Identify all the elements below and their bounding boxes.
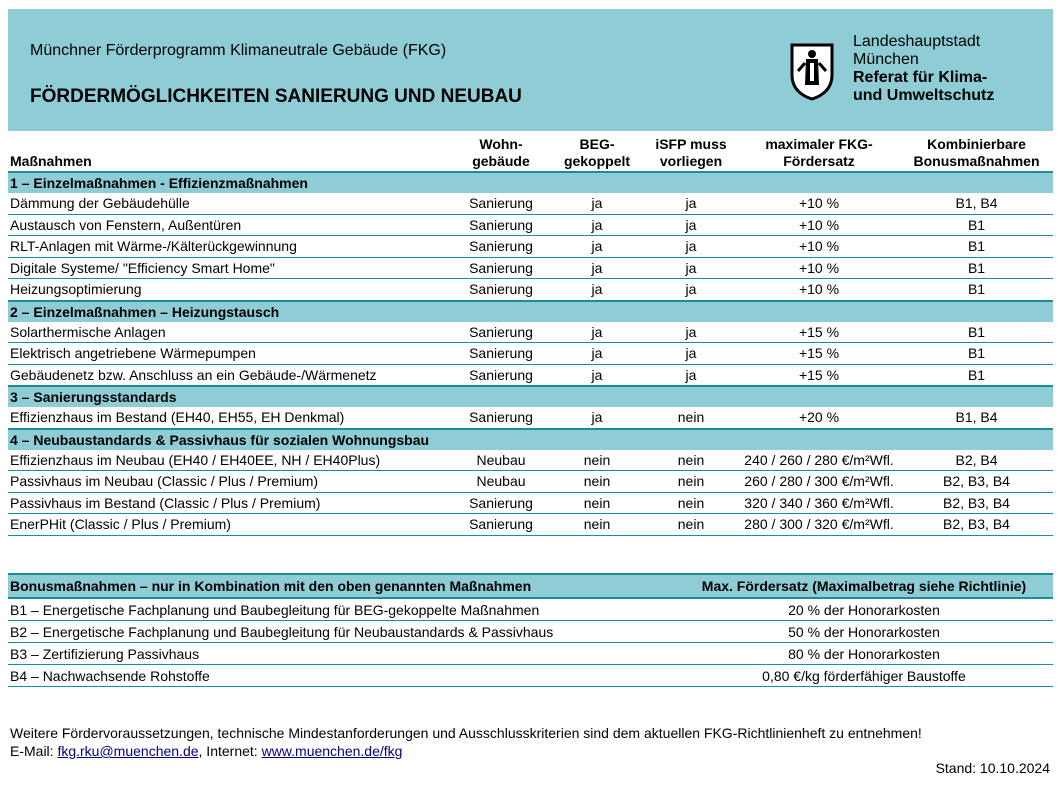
col-header-wohngebaeude: Wohn- gebäude [472, 136, 530, 169]
bonus-rate: 20 % der Honorarkosten [673, 598, 1053, 621]
beg-coupled: ja [550, 236, 642, 258]
combinable-bonus: B1 [898, 236, 1053, 258]
table-row [8, 450, 1053, 471]
measure-name: Passivhaus im Neubau (Classic / Plus / Premium) [8, 471, 450, 493]
isfp-required: ja [642, 193, 738, 214]
building-type: Neubau [450, 450, 550, 471]
building-type: Sanierung [450, 257, 550, 279]
max-funding-rate: +10 % [738, 257, 898, 279]
max-funding-rate: +20 % [738, 407, 898, 429]
footer [10, 724, 922, 760]
combinable-bonus: B1 [898, 279, 1053, 301]
combinable-bonus: B2, B4 [898, 450, 1053, 471]
city-line-2: München [853, 51, 919, 68]
bonus-measure: B3 – Zertifizierung Passivhaus [8, 643, 673, 665]
beg-coupled: ja [550, 257, 642, 279]
header-banner [8, 9, 1053, 131]
contact-line: E-Mail: fkg.rku@muenchen.de, Internet: www.muenchen.de/fkg [10, 743, 403, 759]
bonus-rate: 80 % der Honorarkosten [673, 643, 1053, 665]
bonus-header-right: Max. Fördersatz (Maximalbetrag siehe Richtlinie) [673, 574, 1053, 598]
section-header-row [8, 172, 1053, 193]
bonus-header-row [8, 574, 1053, 598]
building-type: Sanierung [450, 279, 550, 301]
isfp-required: ja [642, 322, 738, 343]
combinable-bonus: B2, B3, B4 [898, 492, 1053, 514]
combinable-bonus: B1 [898, 214, 1053, 236]
measures-table [8, 136, 1053, 536]
combinable-bonus: B1, B4 [898, 193, 1053, 214]
footer-note: Weitere Fördervoraussetzungen, technische Mindestanforderungen und Ausschlusskriterien sind dem aktuellen FKG-Richtlinienheft zu entnehmen! [10, 725, 922, 741]
column-header-row [8, 136, 1053, 172]
bonus-rate: 0,80 €/kg förderfähiger Baustoffe [673, 665, 1053, 687]
bonus-measure: B1 – Energetische Fachplanung und Baubegleitung für BEG-gekoppelte Maßnahmen [8, 598, 673, 621]
beg-coupled: ja [550, 279, 642, 301]
col-header-massnahmen: Maßnahmen [10, 153, 92, 169]
table-row [8, 257, 1053, 279]
max-funding-rate: +10 % [738, 193, 898, 214]
measure-name: Gebäudenetz bzw. Anschluss an ein Gebäude-/Wärmenetz [8, 364, 450, 386]
combinable-bonus: B1, B4 [898, 407, 1053, 429]
table-row [8, 343, 1053, 365]
building-type: Sanierung [450, 514, 550, 536]
isfp-required: nein [642, 450, 738, 471]
bonus-table [8, 573, 1053, 687]
measure-name: Solarthermische Anlagen [8, 322, 450, 343]
beg-coupled: ja [550, 322, 642, 343]
measure-name: Elektrisch angetriebene Wärmepumpen [8, 343, 450, 365]
section-title: 3 – Sanierungsstandards [8, 386, 1053, 407]
stand-date: Stand: 10.10.2024 [935, 760, 1050, 776]
isfp-required: ja [642, 279, 738, 301]
beg-coupled: ja [550, 193, 642, 214]
table-row [8, 236, 1053, 258]
email-link[interactable]: fkg.rku@muenchen.de [57, 743, 199, 759]
building-type: Sanierung [450, 492, 550, 514]
building-type: Sanierung [450, 193, 550, 214]
max-funding-rate: +10 % [738, 236, 898, 258]
building-type: Sanierung [450, 214, 550, 236]
website-link[interactable]: www.muenchen.de/fkg [261, 743, 403, 759]
section-title: 2 – Einzelmaßnahmen – Heizungstausch [8, 301, 1053, 322]
bonus-row [8, 621, 1053, 643]
isfp-required: nein [642, 514, 738, 536]
measure-name: Digitale Systeme/ "Efficiency Smart Home" [8, 257, 450, 279]
table-row [8, 364, 1053, 386]
bonus-row [8, 643, 1053, 665]
department-line-2: und Umweltschutz [853, 87, 995, 104]
bonus-measure: B2 – Energetische Fachplanung und Baubegleitung für Neubaustandards & Passivhaus [8, 621, 673, 643]
building-type: Sanierung [450, 407, 550, 429]
bonus-rate: 50 % der Honorarkosten [673, 621, 1053, 643]
beg-coupled: ja [550, 364, 642, 386]
beg-coupled: nein [550, 450, 642, 471]
program-subtitle: Münchner Förderprogramm Klimaneutrale Gebäude (FKG) [30, 42, 447, 59]
table-row [8, 514, 1053, 536]
combinable-bonus: B1 [898, 343, 1053, 365]
page-title: FÖRDERMÖGLICHKEITEN SANIERUNG UND NEUBAU [30, 86, 522, 107]
beg-coupled: ja [550, 343, 642, 365]
building-type: Sanierung [450, 322, 550, 343]
table-row [8, 407, 1053, 429]
combinable-bonus: B1 [898, 364, 1053, 386]
measure-name: Effizienzhaus im Bestand (EH40, EH55, EH Denkmal) [8, 407, 450, 429]
col-header-beg: BEG- gekoppelt [563, 136, 631, 169]
section-header-row [8, 386, 1053, 407]
table-row [8, 322, 1053, 343]
max-funding-rate: +10 % [738, 214, 898, 236]
beg-coupled: nein [550, 471, 642, 493]
max-funding-rate: +10 % [738, 279, 898, 301]
table-row [8, 279, 1053, 301]
department-line-1: Referat für Klima- [853, 69, 988, 86]
combinable-bonus: B1 [898, 322, 1053, 343]
table-row [8, 492, 1053, 514]
table-row [8, 193, 1053, 214]
table-row [8, 471, 1053, 493]
city-name-block [853, 33, 994, 105]
munich-coat-of-arms-logo [788, 41, 836, 101]
isfp-required: ja [642, 257, 738, 279]
measure-name: Heizungsoptimierung [8, 279, 450, 301]
max-funding-rate: 260 / 280 / 300 €/m²Wfl. [738, 471, 898, 493]
max-funding-rate: +15 % [738, 364, 898, 386]
beg-coupled: ja [550, 407, 642, 429]
isfp-required: nein [642, 492, 738, 514]
col-header-isfp: iSFP muss vorliegen [655, 136, 727, 169]
table-row [8, 214, 1053, 236]
combinable-bonus: B2, B3, B4 [898, 514, 1053, 536]
max-funding-rate: 240 / 260 / 280 €/m²Wfl. [738, 450, 898, 471]
measure-name: RLT-Anlagen mit Wärme-/Kälterückgewinnung [8, 236, 450, 258]
beg-coupled: nein [550, 514, 642, 536]
building-type: Neubau [450, 471, 550, 493]
bonus-header-left: Bonusmaßnahmen – nur in Kombination mit den oben genannten Maßnahmen [8, 574, 673, 598]
isfp-required: ja [642, 364, 738, 386]
col-header-foerdersatz: maximaler FKG- Fördersatz [765, 136, 873, 169]
section-title: 1 – Einzelmaßnahmen - Effizienzmaßnahmen [8, 172, 1053, 193]
city-line-1: Landeshauptstadt [853, 33, 981, 50]
measure-name: Dämmung der Gebäudehülle [8, 193, 450, 214]
combinable-bonus: B1 [898, 257, 1053, 279]
measure-name: Effizienzhaus im Neubau (EH40 / EH40EE, NH / EH40Plus) [8, 450, 450, 471]
max-funding-rate: +15 % [738, 322, 898, 343]
beg-coupled: ja [550, 214, 642, 236]
col-header-bonus: Kombinierbare Bonusmaßnahmen [913, 136, 1040, 169]
combinable-bonus: B2, B3, B4 [898, 471, 1053, 493]
isfp-required: nein [642, 471, 738, 493]
measure-name: Passivhaus im Bestand (Classic / Plus / Premium) [8, 492, 450, 514]
section-header-row [8, 429, 1053, 450]
building-type: Sanierung [450, 236, 550, 258]
section-header-row [8, 301, 1053, 322]
max-funding-rate: 320 / 340 / 360 €/m²Wfl. [738, 492, 898, 514]
beg-coupled: nein [550, 492, 642, 514]
max-funding-rate: 280 / 300 / 320 €/m²Wfl. [738, 514, 898, 536]
measure-name: Austausch von Fenstern, Außentüren [8, 214, 450, 236]
isfp-required: ja [642, 236, 738, 258]
building-type: Sanierung [450, 343, 550, 365]
isfp-required: ja [642, 343, 738, 365]
max-funding-rate: +15 % [738, 343, 898, 365]
bonus-measure: B4 – Nachwachsende Rohstoffe [8, 665, 673, 687]
section-title: 4 – Neubaustandards & Passivhaus für sozialen Wohnungsbau [8, 429, 1053, 450]
isfp-required: ja [642, 214, 738, 236]
measure-name: EnerPHit (Classic / Plus / Premium) [8, 514, 450, 536]
building-type: Sanierung [450, 364, 550, 386]
bonus-row [8, 598, 1053, 621]
isfp-required: nein [642, 407, 738, 429]
bonus-row [8, 665, 1053, 687]
